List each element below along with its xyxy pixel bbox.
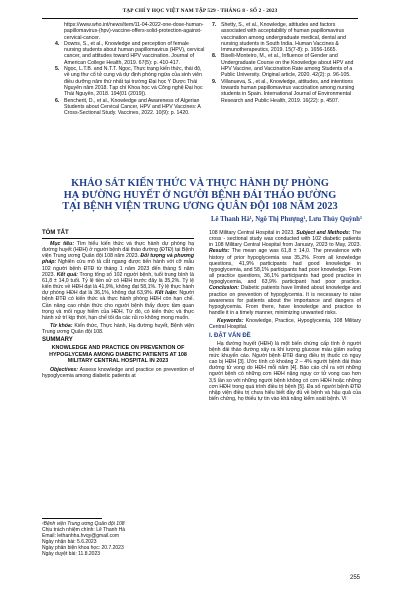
- label-objective: Mục tiêu:: [50, 240, 75, 247]
- reference-item: [212, 79, 360, 104]
- text-conclusion: Người bệnh ĐTĐ có kiến thức và thực hành phòng HĐH còn hạn chế. Cần nâng cao nhận thức cho người bệnh thấy được tầm quan trọng và mối nguy hiểm của HĐH. Từ đó, có kiến thức và thực hành xử trí kịp thời, hạn chế tối đa các rủi ro không mong muốn.: [42, 290, 194, 321]
- english-keywords: [209, 318, 361, 330]
- text-en-results: The mean age was 61,8 ± 14,0. The prevalence with history of prior hypoglycemia was 35,2%. From all knowledge questions, 41,9% participants had good knowledge in hypoglycemia, and 58,1% participants had poor knowledge. From all practice questions, 36,1% participants had good practice in hypoglycemia, and 63,9% participant had poor practice.: [209, 248, 361, 286]
- title-line: KHẢO SÁT KIẾN THỨC VÀ THỰC HÀNH DỰ PHÒNG: [71, 178, 329, 189]
- reference-text: Biselli-Monteiro, M., et al., Influence of Gender and Undergraduate Course on the Knowledge about HPV and HPV Vaccine, and Vaccination Rate among Students of a Public University. Original article, 2020. 42(2): p. 96-105.: [221, 53, 354, 79]
- footnote-rule: [42, 518, 102, 519]
- label-en-conclusion: Conclusion:: [209, 285, 239, 292]
- reference-text: Bencherit, D., et al., Knowledge and Awareness of Algerian Students about Cervical Cancer, HPV and HPV Vaccines: A Cross-Sectional Study. Vaccines, 2022. 10(9): p. 1420.: [64, 97, 201, 117]
- title-line: HẠ ĐƯỜNG HUYẾT Ở NGƯỜI BỆNH ĐÁI THÁO ĐƯỜNG: [63, 189, 337, 201]
- label-en-methods: Subject and Methods:: [296, 230, 351, 236]
- reference-number: 7.: [212, 22, 217, 28]
- label-keywords: Từ khóa:: [50, 322, 73, 329]
- footnotes: [42, 518, 194, 557]
- summary-paragraph: [42, 241, 194, 321]
- text-en-keywords: Knowledge, Practice, Hypoglycemia, 108 Military Central Hospital.: [209, 318, 361, 331]
- english-abstract: [209, 230, 361, 316]
- summary-heading: TÓM TẮT: [42, 230, 69, 236]
- reference-number: [55, 22, 64, 41]
- keywords-paragraph: [42, 323, 194, 335]
- section-heading-introduction: I. ĐẶT VẤN ĐỀ: [209, 332, 251, 339]
- reference-number: 5.: [55, 66, 60, 73]
- reference-text: Ngọc, L.T.B. and N.T.T. Ngọc, Thực trạng kiến thức, thái độ, về ung thư cổ tử cung và dự định phòng ngừa của sinh viên điều dưỡng năm thứ nhất tại trường Đại học Y Dược Thái Nguyên năm 2018. Tạp chí Khoa học và Công nghệ Đại học Thái Nguyên, 2018. 194(01 (2019)).: [64, 66, 203, 98]
- label-en-results: Results:: [209, 248, 230, 255]
- reference-item: [55, 22, 205, 41]
- references-right: [212, 22, 360, 104]
- reference-item: [212, 22, 360, 53]
- label-en-keywords: Keywords:: [217, 318, 244, 325]
- footnote-reviewed: Ngày phản biện khoa học: 20.7.2023: [42, 544, 124, 551]
- text-en-methods: The cross - sectional study was conducted with 102 diabetic patients in 108 Military Central Hospital from January, 2023 to May, 2023.: [209, 230, 361, 249]
- header-rule: [42, 18, 358, 19]
- reference-text: Shetty, S., et al., Knowledge, attitudes and factors associated with acceptability of human papillomavirus vaccination among undergraduate medical, dental and nursing students in South India. Human Vaccines & Immunotherapeutics, 2019. 15(7-8): p. 1656-1665.: [221, 22, 346, 54]
- text-en-objective: Assess knowledge and practice on prevention of hypoglycemia among diabetic patients at: [42, 366, 194, 379]
- english-title: KNOWLEDGE AND PRACTICE ON PREVENTION OF HYPOGLYCEMIA AMONG DIABETIC PATIENTS AT 108 MILITARY CENTRAL HOSPITAL IN 2023: [49, 345, 187, 365]
- reference-item: [212, 53, 360, 78]
- text-results: Trong tổng số 102 người bệnh, tuổi trung bình là 61,8 ± 14,0 tuổi. Tỷ lệ tiền sử có HĐH trước đây là 35,2%. Tỷ lệ kiến thức về HĐH đạt là 41,9%, không đạt 58,1%. Tỷ lệ thực hành dự phòng HĐH đạt là 36,1%, không đạt 63,9%.: [42, 271, 194, 297]
- page-number: 255: [349, 575, 360, 581]
- footnote-affiliation: ¹Bệnh viện Trung ương Quân đội 108: [42, 520, 125, 527]
- reference-item: [55, 66, 205, 97]
- footnote-accepted: Ngày duyệt bài: 11.8.2023: [42, 550, 101, 557]
- text-en-cont: 108 Military Central Hospital in 2023.: [209, 230, 297, 236]
- running-header: TẠP CHÍ Y HỌC VIỆT NAM TẬP 529 - THÁNG 8 - SỐ 2 - 2023: [122, 8, 278, 14]
- title-line: TẠI BỆNH VIỆN TRUNG ƯƠNG QUÂN ĐỘI 108 NĂM 2023: [62, 201, 338, 212]
- summary-en-heading: SUMMARY: [42, 337, 73, 344]
- text-en-conclusion: Diabetic patients have limited about knowledge and practice on prevention of hypoglycemia. It is necessary to raise awareness for patients about the importance and dangers of hypoglycemia. From there, have knowledge and practice to handle it in a timely manner, minimizing unwanted risks.: [209, 285, 361, 317]
- label-conclusion: Kết luận:: [155, 290, 178, 297]
- reference-number: 6.: [55, 97, 60, 104]
- reference-number: 8.: [212, 53, 217, 60]
- reference-item: [55, 98, 205, 117]
- right-column: [209, 230, 361, 404]
- reference-text: Villanueva, S., et al., Knowledge, attitudes, and intentions towards human papillomavirus vaccination among nursing students in Spain. International Journal of Environmental Research and Public Health, 2019. 16(22): p. 4507.: [221, 78, 355, 104]
- footnote-received: Ngày nhận bài: 5.6.2023: [42, 538, 97, 545]
- english-objective: [42, 367, 194, 379]
- reference-item: [55, 41, 205, 66]
- label-en-objective: Objectives:: [50, 366, 78, 373]
- text-objective: Tìm hiểu kiến thức và thực hành dự phòng hạ đường huyết (HĐH) ở người bệnh đái tháo đường (ĐTĐ) tại Bệnh viện Trung ương Quân đội 108 năm 2023.: [42, 240, 194, 260]
- introduction-paragraph: Hạ đường huyết (HĐH) là một biến chứng cấp tính ở người bệnh đái tháo đường xảy ra khi lượng glucose máu giảm xuống mức khuyến cáo. Người bệnh ĐTĐ đang điều trị thuốc có nguy cao bị HĐH [3]. Ước tính có khoảng 2 – 4% người bệnh đái tháo đường tử vong do HĐH mỗi năm [4]. Báo cáo chỉ ra với những người bệnh có những cơn HĐH nặng nguy cơ tử vong cao hơn 3,5 lần so với những người bệnh không có cơn HĐH hoặc những cơn HĐH trong quá trình điều trị bệnh [5]. Đa số người bệnh ĐTĐ nhập viện điều trị chưa hiểu biết đầy đủ về bệnh và hậu quả của biến chứng, họ thiếu tự tin vào khả năng kiểm soát bệnh. Vì: [209, 340, 361, 403]
- section-rule: [42, 238, 194, 239]
- reference-text: https://www.who.int/news/item/11-04-2022-one-dose-human-papillomavirus-(hpv)-vaccine-offers-solid-protection-against-cervical-cancer.: [64, 22, 204, 41]
- footnote-email: Email: lethanhha.hvqy@gmail.com: [42, 532, 120, 539]
- article-title: [50, 178, 350, 213]
- reference-number: 4.: [55, 40, 60, 47]
- text-keywords: Kiến thức, Thực hành, Hạ đường huyết, Bệnh viện Trung ương Quân đội 108.: [42, 322, 194, 336]
- footnote-corresponding: Chịu trách nhiệm chính: Lê Thanh Hà: [42, 526, 126, 533]
- label-results: Kết quả:: [56, 271, 78, 278]
- reference-number: 9.: [212, 78, 217, 85]
- label-methods: Đối tượng và phương pháp:: [42, 253, 195, 266]
- text-methods: Nghiên cứu mô tả cắt ngang được tiến hành với cỡ mẫu 102 người bệnh ĐTĐ từ tháng 1 năm 2023 đến tháng 5 năm 2023.: [42, 259, 194, 278]
- references-left: [55, 22, 205, 116]
- author-list: Lê Thanh Hà¹, Ngô Thị Phượng¹, Lưu Thúy Quỳnh¹: [210, 216, 362, 223]
- left-column: [42, 230, 194, 381]
- reference-text: Downs, S., et al., Knowledge and perception of female nursing students about human papillomavirus (HPV), cervical cancer, and attitudes toward HPV vaccination. Journal of American College Health, 2019. 67(5): p. 410-417.: [64, 40, 205, 66]
